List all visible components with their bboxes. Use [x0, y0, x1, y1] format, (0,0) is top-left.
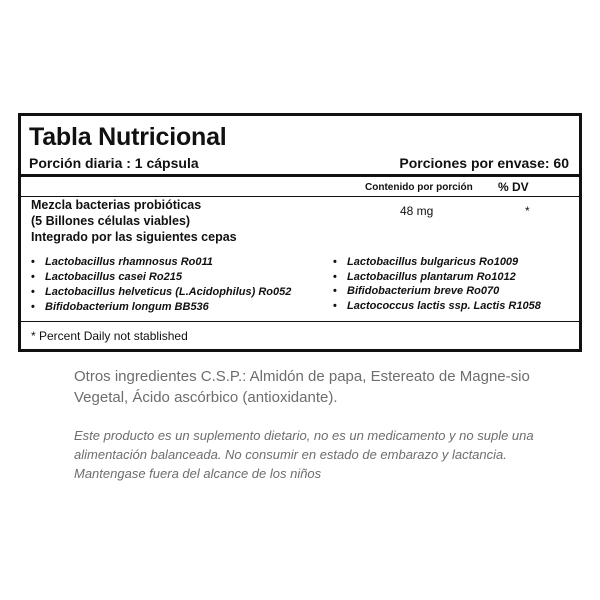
- blend-dv: *: [525, 204, 530, 218]
- disclaimer: Este producto es un suplemento dietario, no es un medicamento y no suple una alimentación balanceada. No consumir en estado de embarazo y lactancia. Mantengase fuera del alcance de los niños: [74, 428, 534, 481]
- bullet-icon: •: [31, 271, 35, 283]
- strain-name: Lactobacillus plantarum Ro1012: [347, 270, 516, 283]
- bullet-icon: •: [333, 299, 337, 312]
- list-item: [31, 285, 291, 300]
- probiotic-blend: [31, 197, 237, 245]
- other-ingredients: Otros ingredientes C.S.P.: Almidón de papa, Estereato de Magne-sio Vegetal, Ácido ascórbico (antioxidante).: [74, 368, 530, 406]
- list-item: [333, 270, 541, 285]
- blend-amount: 48 mg: [400, 204, 434, 218]
- column-header-dv: % DV: [498, 180, 529, 194]
- list-item: [333, 299, 541, 314]
- strain-list-right: [333, 255, 541, 313]
- bullet-icon: •: [333, 270, 337, 283]
- strain-name: Lactobacillus bulgaricus Ro1009: [347, 256, 519, 268]
- bullet-icon: •: [333, 285, 337, 297]
- blend-line: (5 Billones células viables): [31, 214, 191, 228]
- strain-name: Lactococcus lactis ssp. Lactis R1058: [347, 299, 541, 312]
- strain-name: Bifidobacterium longum BB536: [45, 301, 209, 313]
- footnote: * Percent Daily not stablished: [31, 329, 188, 343]
- strain-name: Bifidobacterium breve Ro070: [347, 285, 500, 297]
- divider-thick: [21, 174, 579, 177]
- serving-row: [29, 155, 569, 175]
- blend-line: Integrado por las siguientes cepas: [31, 230, 237, 244]
- list-item: [31, 300, 291, 315]
- list-item: [333, 255, 541, 270]
- serving-size: Porción diaria : 1 cápsula: [29, 155, 199, 171]
- list-item: [31, 270, 291, 285]
- column-header-content: Contenido por porción: [365, 182, 473, 193]
- strain-name: Lactobacillus casei Ro215: [45, 271, 182, 283]
- strain-name: Lactobacillus rhamnosus Ro011: [45, 256, 213, 268]
- table-title: Tabla Nutricional: [29, 123, 227, 151]
- list-item: [31, 255, 291, 270]
- servings-per-container: Porciones por envase: 60: [399, 155, 569, 171]
- bullet-icon: •: [31, 301, 35, 313]
- divider-bottom: [21, 321, 579, 322]
- nutrition-table: [18, 113, 582, 352]
- bullet-icon: •: [333, 256, 337, 268]
- list-item: [333, 284, 541, 299]
- bullet-icon: •: [31, 256, 35, 268]
- strain-name: Lactobacillus helveticus (L.Acidophilus) Ro052: [45, 286, 292, 298]
- strain-list-left: [31, 255, 291, 315]
- blend-line: Mezcla bacterias probióticas: [31, 198, 202, 212]
- bullet-icon: •: [31, 286, 35, 298]
